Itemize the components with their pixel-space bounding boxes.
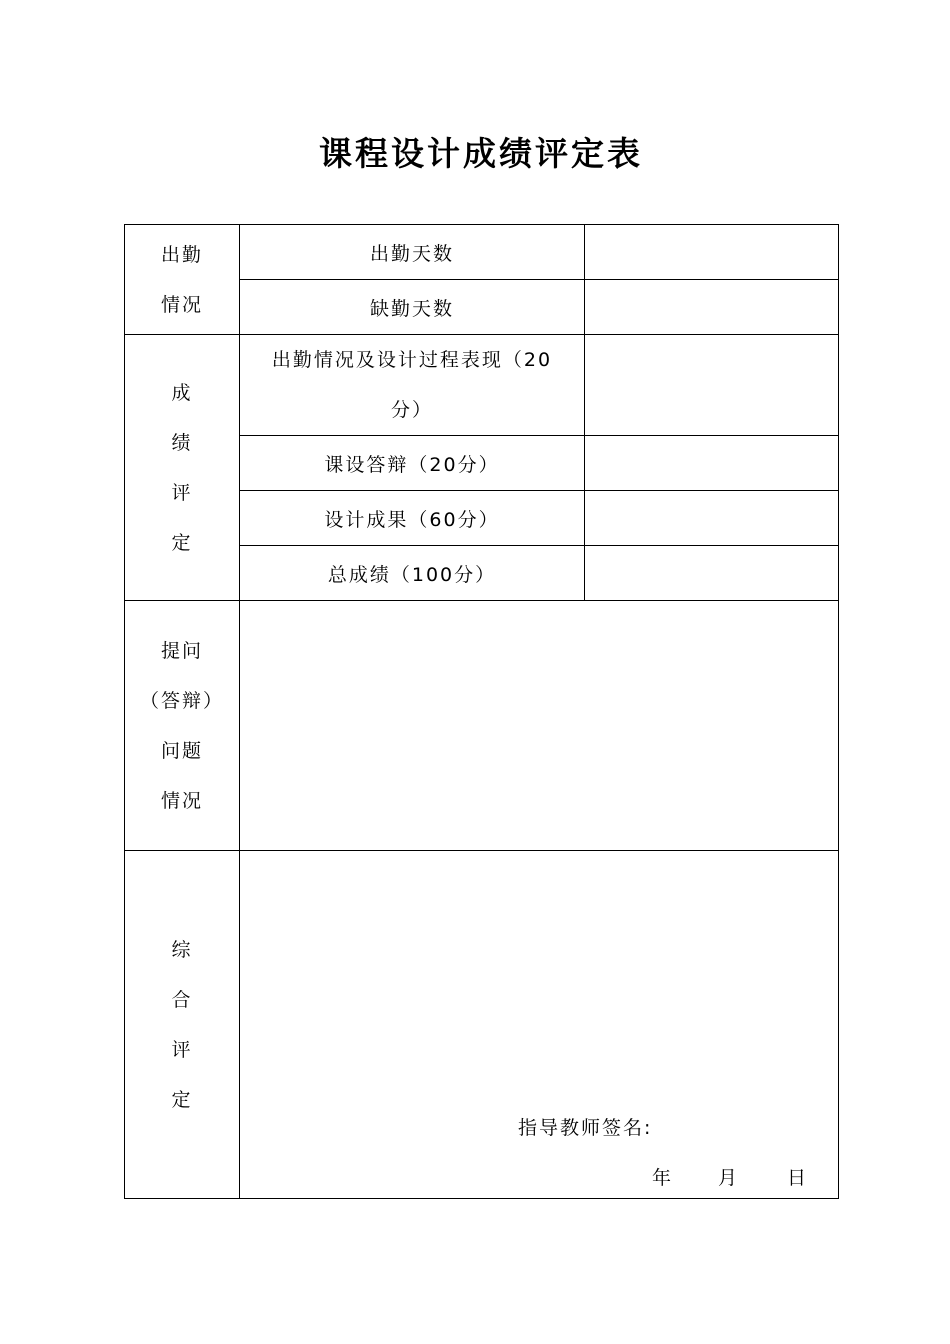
teacher-signature-label: 指导教师签名: (518, 1117, 653, 1139)
attendance-label-line: 出勤 (160, 243, 203, 266)
attendance-label (125, 225, 239, 334)
grading-label (125, 335, 239, 600)
page-title: 课程设计成绩评定表 (319, 134, 643, 173)
overall-label-char: 综 (171, 939, 193, 961)
questions-content[interactable] (240, 601, 839, 850)
defense-score[interactable] (585, 436, 839, 490)
process-performance-score[interactable] (585, 335, 839, 435)
defense-label: 课设答辩（20分） (324, 453, 500, 476)
questions-label-line: 问题 (160, 739, 203, 762)
overall-label-char: 定 (171, 1089, 193, 1111)
questions-label-line: 提问 (160, 639, 203, 662)
process-performance-label (240, 335, 584, 435)
questions-label-line: 情况 (160, 789, 203, 812)
overall-label-char: 评 (171, 1039, 193, 1061)
design-result-label: 设计成果（60分） (324, 508, 500, 531)
grading-label-char: 评 (171, 481, 193, 504)
overall-label-char: 合 (171, 989, 193, 1011)
grading-label-char: 成 (171, 381, 193, 404)
attendance-days-label: 出勤天数 (369, 242, 454, 265)
overall-label (125, 851, 239, 1199)
attendance-days-value[interactable] (585, 225, 839, 279)
absence-days-value[interactable] (585, 280, 839, 334)
overall-content[interactable] (240, 851, 839, 1199)
grading-label-char: 定 (171, 531, 193, 554)
questions-label (125, 601, 239, 850)
total-score-value[interactable] (585, 546, 839, 600)
evaluation-table (124, 224, 839, 1199)
attendance-label-line: 情况 (160, 293, 203, 316)
grading-label-char: 绩 (171, 431, 193, 454)
process-performance-label-line: 分） (390, 399, 433, 421)
design-result-score[interactable] (585, 491, 839, 545)
date-year-label: 年 (652, 1167, 674, 1189)
questions-label-line: （答辩） (139, 689, 224, 712)
absence-days-label: 缺勤天数 (369, 297, 454, 320)
total-score-label: 总成绩（100分） (327, 563, 497, 586)
date-month-label: 月 (718, 1167, 740, 1189)
date-day-label: 日 (787, 1167, 809, 1189)
process-performance-label-line: 出勤情况及设计过程表现（20 (271, 349, 553, 371)
signature-date (652, 1163, 812, 1189)
